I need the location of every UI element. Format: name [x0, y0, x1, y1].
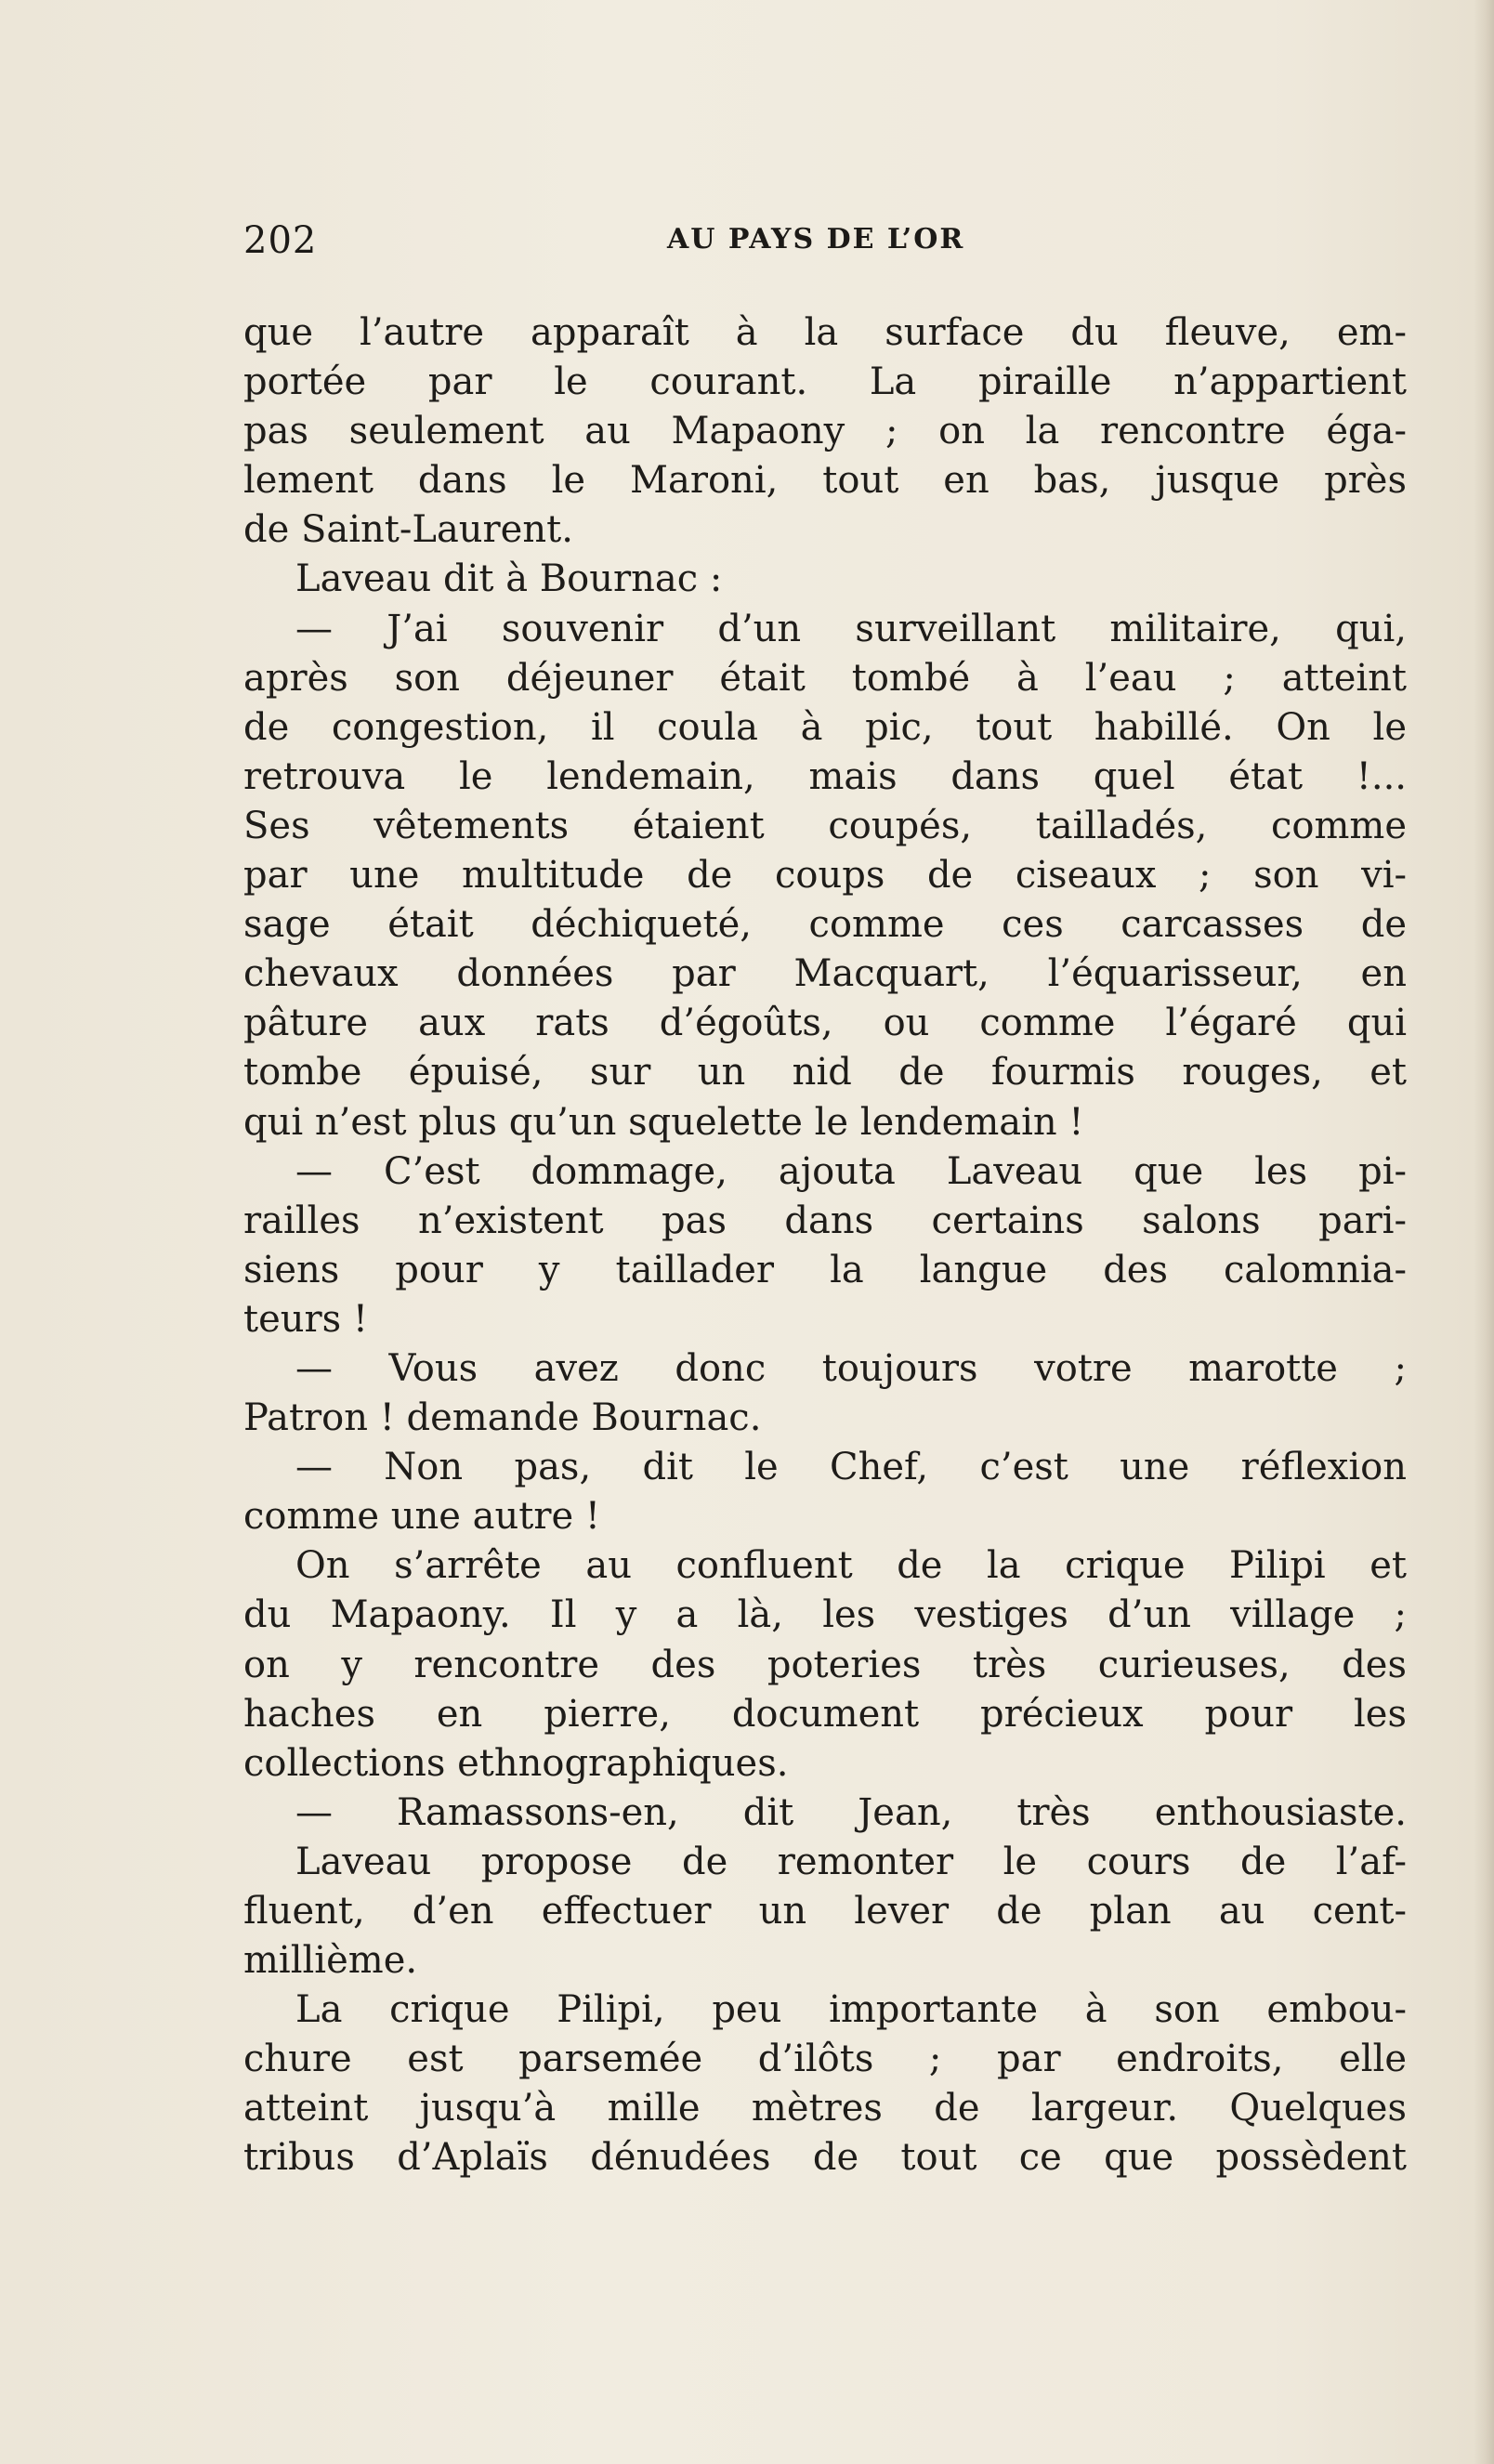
text-line: sage était déchiqueté, comme ces carcasses de	[243, 903, 1407, 947]
text-line: — Ramassons-en, dit Jean, très enthousiaste.	[295, 1790, 1407, 1834]
text-line: Laveau propose de remonter le cours de l’af-	[295, 1840, 1407, 1883]
text-line: — C’est dommage, ajouta Laveau que les pi-	[295, 1149, 1407, 1193]
text-line: après son déjeuner était tombé à l’eau ; atteint	[243, 656, 1407, 700]
text-line: La crique Pilipi, peu importante à son embou-	[295, 1988, 1407, 2032]
text-line: par une multitude de coups de ciseaux ; son vi-	[243, 854, 1407, 898]
text-line: qui n’est plus qu’un squelette le lendemain !	[243, 1100, 1084, 1144]
text-line: — Vous avez donc toujours votre marotte ;	[295, 1346, 1407, 1390]
text-line: que l’autre apparaît à la surface du fleuve, em-	[243, 311, 1407, 354]
text-line: Ses vêtements étaient coupés, tailladés, comme	[243, 804, 1407, 847]
text-line: tombe épuisé, sur un nid de fourmis rouges, et	[243, 1051, 1407, 1094]
text-line: railles n’existent pas dans certains salons pari-	[243, 1199, 1407, 1242]
text-line: pas seulement au Mapaony ; on la rencontre éga-	[243, 410, 1407, 453]
text-line: du Mapaony. Il y a là, les vestiges d’un village ;	[243, 1593, 1407, 1637]
text-line: teurs !	[243, 1297, 368, 1341]
text-line: Patron ! demande Bournac.	[243, 1396, 762, 1440]
text-line: On s’arrête au confluent de la crique Pilipi et	[295, 1544, 1407, 1588]
text-line: comme une autre !	[243, 1495, 600, 1539]
text-line: collections ethnographiques.	[243, 1741, 789, 1785]
text-line: atteint jusqu’à mille mètres de largeur. Quelques	[243, 2087, 1407, 2130]
text-line: Laveau dit à Bournac :	[295, 557, 723, 601]
text-line: chevaux données par Macquart, l’équarisseur, en	[243, 952, 1407, 996]
text-line: — Non pas, dit le Chef, c’est une réflexion	[295, 1446, 1407, 1489]
page-number: 202	[243, 219, 318, 262]
text-line: millième.	[243, 1939, 418, 1983]
text-line: de congestion, il coula à pic, tout habillé. On le	[243, 705, 1407, 749]
text-line: pâture aux rats d’égoûts, ou comme l’égaré qui	[243, 1002, 1407, 1045]
text-line: lement dans le Maroni, tout en bas, jusque près	[243, 459, 1407, 503]
text-line: haches en pierre, document précieux pour les	[243, 1692, 1407, 1736]
text-line: siens pour y taillader la langue des calomnia-	[243, 1248, 1407, 1291]
text-line: on y rencontre des poteries très curieuses, des	[243, 1643, 1407, 1686]
text-line: — J’ai souvenir d’un surveillant militaire, qui,	[295, 607, 1407, 650]
body-text	[243, 308, 1407, 2183]
running-title: AU PAYS DE L’OR	[667, 223, 965, 256]
page-header	[243, 219, 1405, 275]
text-line: retrouva le lendemain, mais dans quel état !...	[243, 754, 1407, 798]
text-line: chure est parsemée d’ilôts ; par endroits, elle	[243, 2038, 1407, 2081]
text-line: portée par le courant. La piraille n’appartient	[243, 360, 1407, 404]
text-line: tribus d’Aplaïs dénudées de tout ce que possèdent	[243, 2136, 1407, 2180]
page-edge-shadow	[1474, 0, 1494, 2464]
text-line: de Saint-Laurent.	[243, 508, 573, 552]
text-line: fluent, d’en effectuer un lever de plan au cent-	[243, 1890, 1407, 1933]
